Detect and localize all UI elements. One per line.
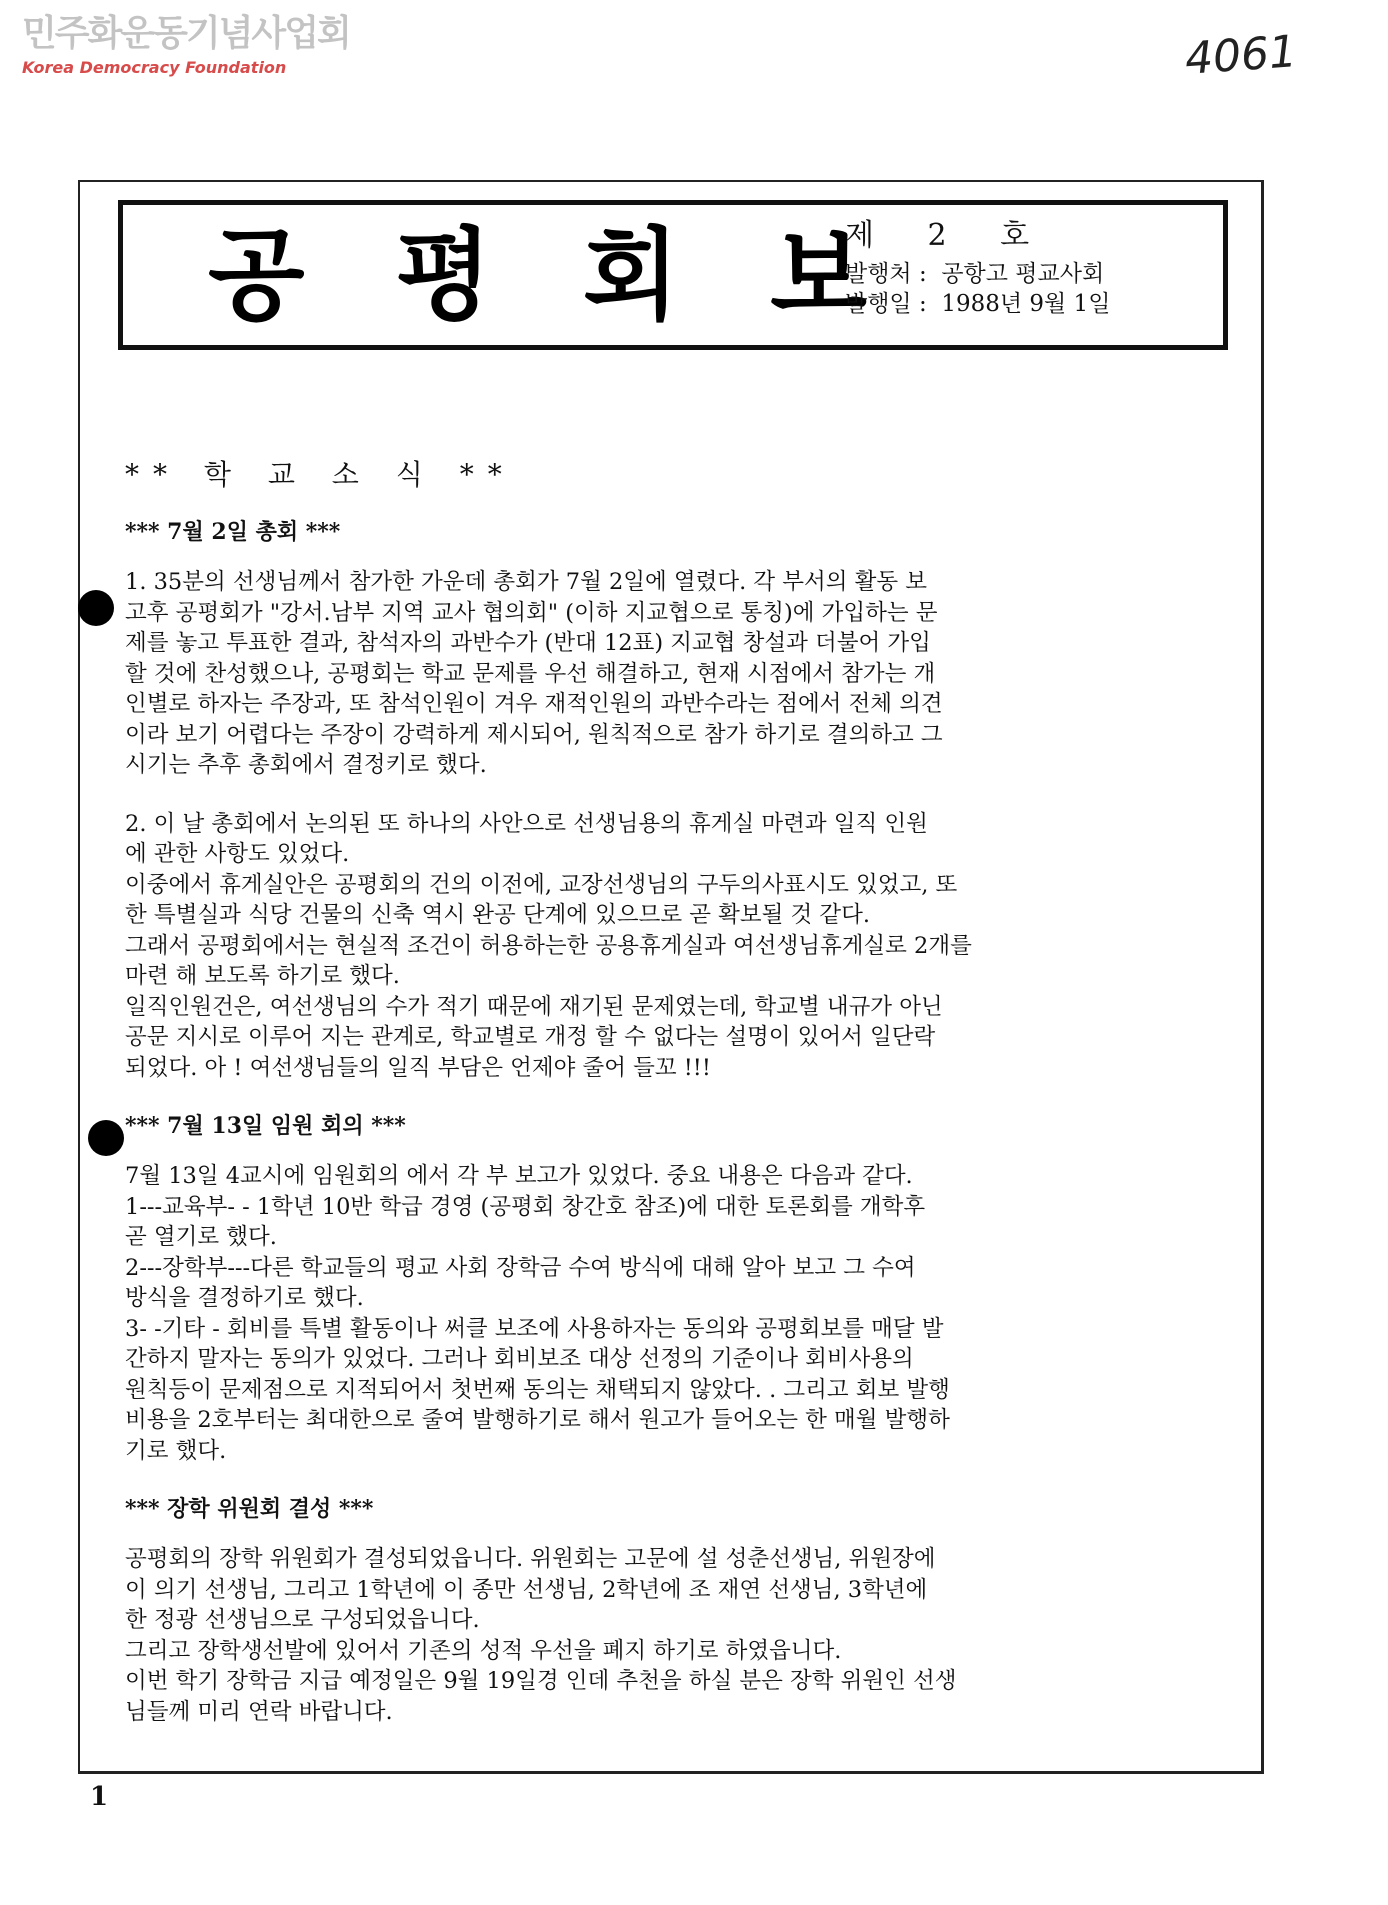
text-line: 에 관한 사항도 있었다. xyxy=(125,841,350,867)
watermark-english: Korea Democracy Foundation xyxy=(22,58,287,77)
text-line: 2. 이 날 총회에서 논의된 또 하나의 사안으로 선생님용의 휴게실 마련과 일직 인원 xyxy=(125,810,928,837)
article-heading: *** 장학 위원회 결성 *** xyxy=(125,1496,374,1522)
text-line: 고후 공평회가 "강서.남부 지역 교사 협의회" (이하 지교협으로 통칭)에 가입하는 문 xyxy=(125,599,938,626)
text-line: 일직인원건은, 여선생님의 수가 적기 때문에 재기된 문제였는데, 학교별 내규가 아닌 xyxy=(125,993,943,1020)
publisher-line: 발행처 : 공항고 평교사회 xyxy=(845,261,1105,287)
foundation-watermark xyxy=(22,14,350,78)
date-line: 발행일 : 1988년 9월 1일 xyxy=(845,291,1111,317)
text-line: 이라 보기 어렵다는 주장이 강력하게 제시되어, 원칙적으로 참가 하기로 결의하고 그 xyxy=(125,721,943,748)
text-line: 시기는 추후 총회에서 결정키로 했다. xyxy=(125,752,487,778)
text-line: 그리고 장학생선발에 있어서 기존의 성적 우선을 폐지 하기로 하였읍니다. xyxy=(125,1637,842,1664)
article-officers-meeting xyxy=(125,1111,1215,1466)
text-line: 인별로 하자는 주장과, 또 참석인원이 겨우 재적인원의 과반수라는 점에서 전체 의견 xyxy=(125,691,943,717)
article-paragraph xyxy=(125,809,1215,1084)
article-paragraph xyxy=(125,1544,1215,1727)
article-general-meeting xyxy=(125,517,1215,1083)
article-paragraph xyxy=(125,567,1215,781)
article-heading: *** 7월 13일 임원 회의 *** xyxy=(125,1113,406,1139)
publication-info xyxy=(845,259,1110,319)
text-line: 원칙등이 문제점으로 지적되어서 첫번째 동의는 채택되지 않았다. . 그리고 회보 발행 xyxy=(125,1376,950,1403)
text-line: 한 특별실과 식당 건물의 신축 역시 완공 단계에 있으므로 곧 확보될 것 같다. xyxy=(125,902,871,928)
text-line: 1. 35분의 선생님께서 참가한 가운데 총회가 7월 2일에 열렸다. 각 부서의 활동 보 xyxy=(125,569,928,595)
text-line: 공문 지시로 이루어 지는 관계로, 학교별로 개정 할 수 없다는 설명이 있어서 일단락 xyxy=(125,1024,936,1050)
punch-hole-top xyxy=(78,590,114,626)
article-paragraph xyxy=(125,1161,1215,1466)
text-line: 7월 13일 4교시에 임원회의 에서 각 부 보고가 있었다. 중요 내용은 다음과 같다. xyxy=(125,1163,913,1189)
text-line: 이 의기 선생님, 그리고 1학년에 이 종만 선생님, 2학년에 조 재연 선생님, 3학년에 xyxy=(125,1576,928,1603)
text-line: 제를 놓고 투표한 결과, 참석자의 과반수가 (반대 12표) 지교협 창설과 더불어 가입 xyxy=(125,630,931,656)
text-line: 1---교육부- - 1학년 10반 학급 경영 (공평회 창간호 참조)에 대한 토론회를 개학후 xyxy=(125,1193,926,1220)
text-line: 2---장학부---다른 학교들의 평교 사회 장학금 수여 방식에 대해 알아 보고 그 수여 xyxy=(125,1254,916,1281)
text-line: 기로 했다. xyxy=(125,1437,227,1464)
masthead-box xyxy=(118,200,1228,350)
text-line: 곧 열기로 했다. xyxy=(125,1224,277,1250)
text-line: 방식을 결정하기로 했다. xyxy=(125,1285,364,1311)
text-line: 간하지 말자는 동의가 있었다. 그러나 회비보조 대상 선정의 기준이나 회비사용의 xyxy=(125,1346,914,1372)
issue-number: 제 2 호 xyxy=(845,218,1052,253)
article-scholarship-committee xyxy=(125,1494,1215,1727)
newsletter-title: 공 평 회 보 xyxy=(208,217,895,334)
watermark-korean: 민주화운동기념사업회 xyxy=(22,13,350,54)
section-title: ** 학 교 소 식 ** xyxy=(125,458,516,491)
text-line: 마련 해 보도록 하기로 했다. xyxy=(125,963,400,989)
text-line: 그래서 공평회에서는 현실적 조건이 허용하는한 공용휴게실과 여선생님휴게실로 2개를 xyxy=(125,932,972,959)
text-line: 되었다. 아 ! 여선생님들의 일직 부담은 언제야 줄어 들꼬 !!! xyxy=(125,1054,711,1081)
text-line: 한 정광 선생님으로 구성되었읍니다. xyxy=(125,1607,480,1633)
punch-hole-bottom xyxy=(88,1120,124,1156)
text-line: 이중에서 휴게실안은 공평회의 건의 이전에, 교장선생님의 구두의사표시도 있었고, 또 xyxy=(125,871,958,898)
text-line: 비용을 2호부터는 최대한으로 줄여 발행하기로 해서 원고가 들어오는 한 매월 발행하 xyxy=(125,1407,950,1433)
text-line: 3- -기타 - 회비를 특별 활동이나 써클 보조에 사용하자는 동의와 공평회보를 매달 발 xyxy=(125,1315,944,1342)
text-line: 님들께 미리 연락 바랍니다. xyxy=(125,1698,393,1725)
article-heading: *** 7월 2일 총회 *** xyxy=(125,519,341,545)
text-line: 이번 학기 장학금 지급 예정일은 9월 19일경 인데 추천을 하실 분은 장학 위원인 선생 xyxy=(125,1668,957,1694)
text-line: 할 것에 찬성했으나, 공평회는 학교 문제를 우선 해결하고, 현재 시점에서 참가는 개 xyxy=(125,660,936,687)
page-number: 1 xyxy=(90,1782,109,1812)
text-line: 공평회의 장학 위원회가 결성되었읍니다. 위원회는 고문에 설 성춘선생님, 위원장에 xyxy=(125,1546,936,1572)
handwritten-archive-number: 4061 xyxy=(1183,26,1299,85)
newsletter-body xyxy=(125,455,1215,1755)
